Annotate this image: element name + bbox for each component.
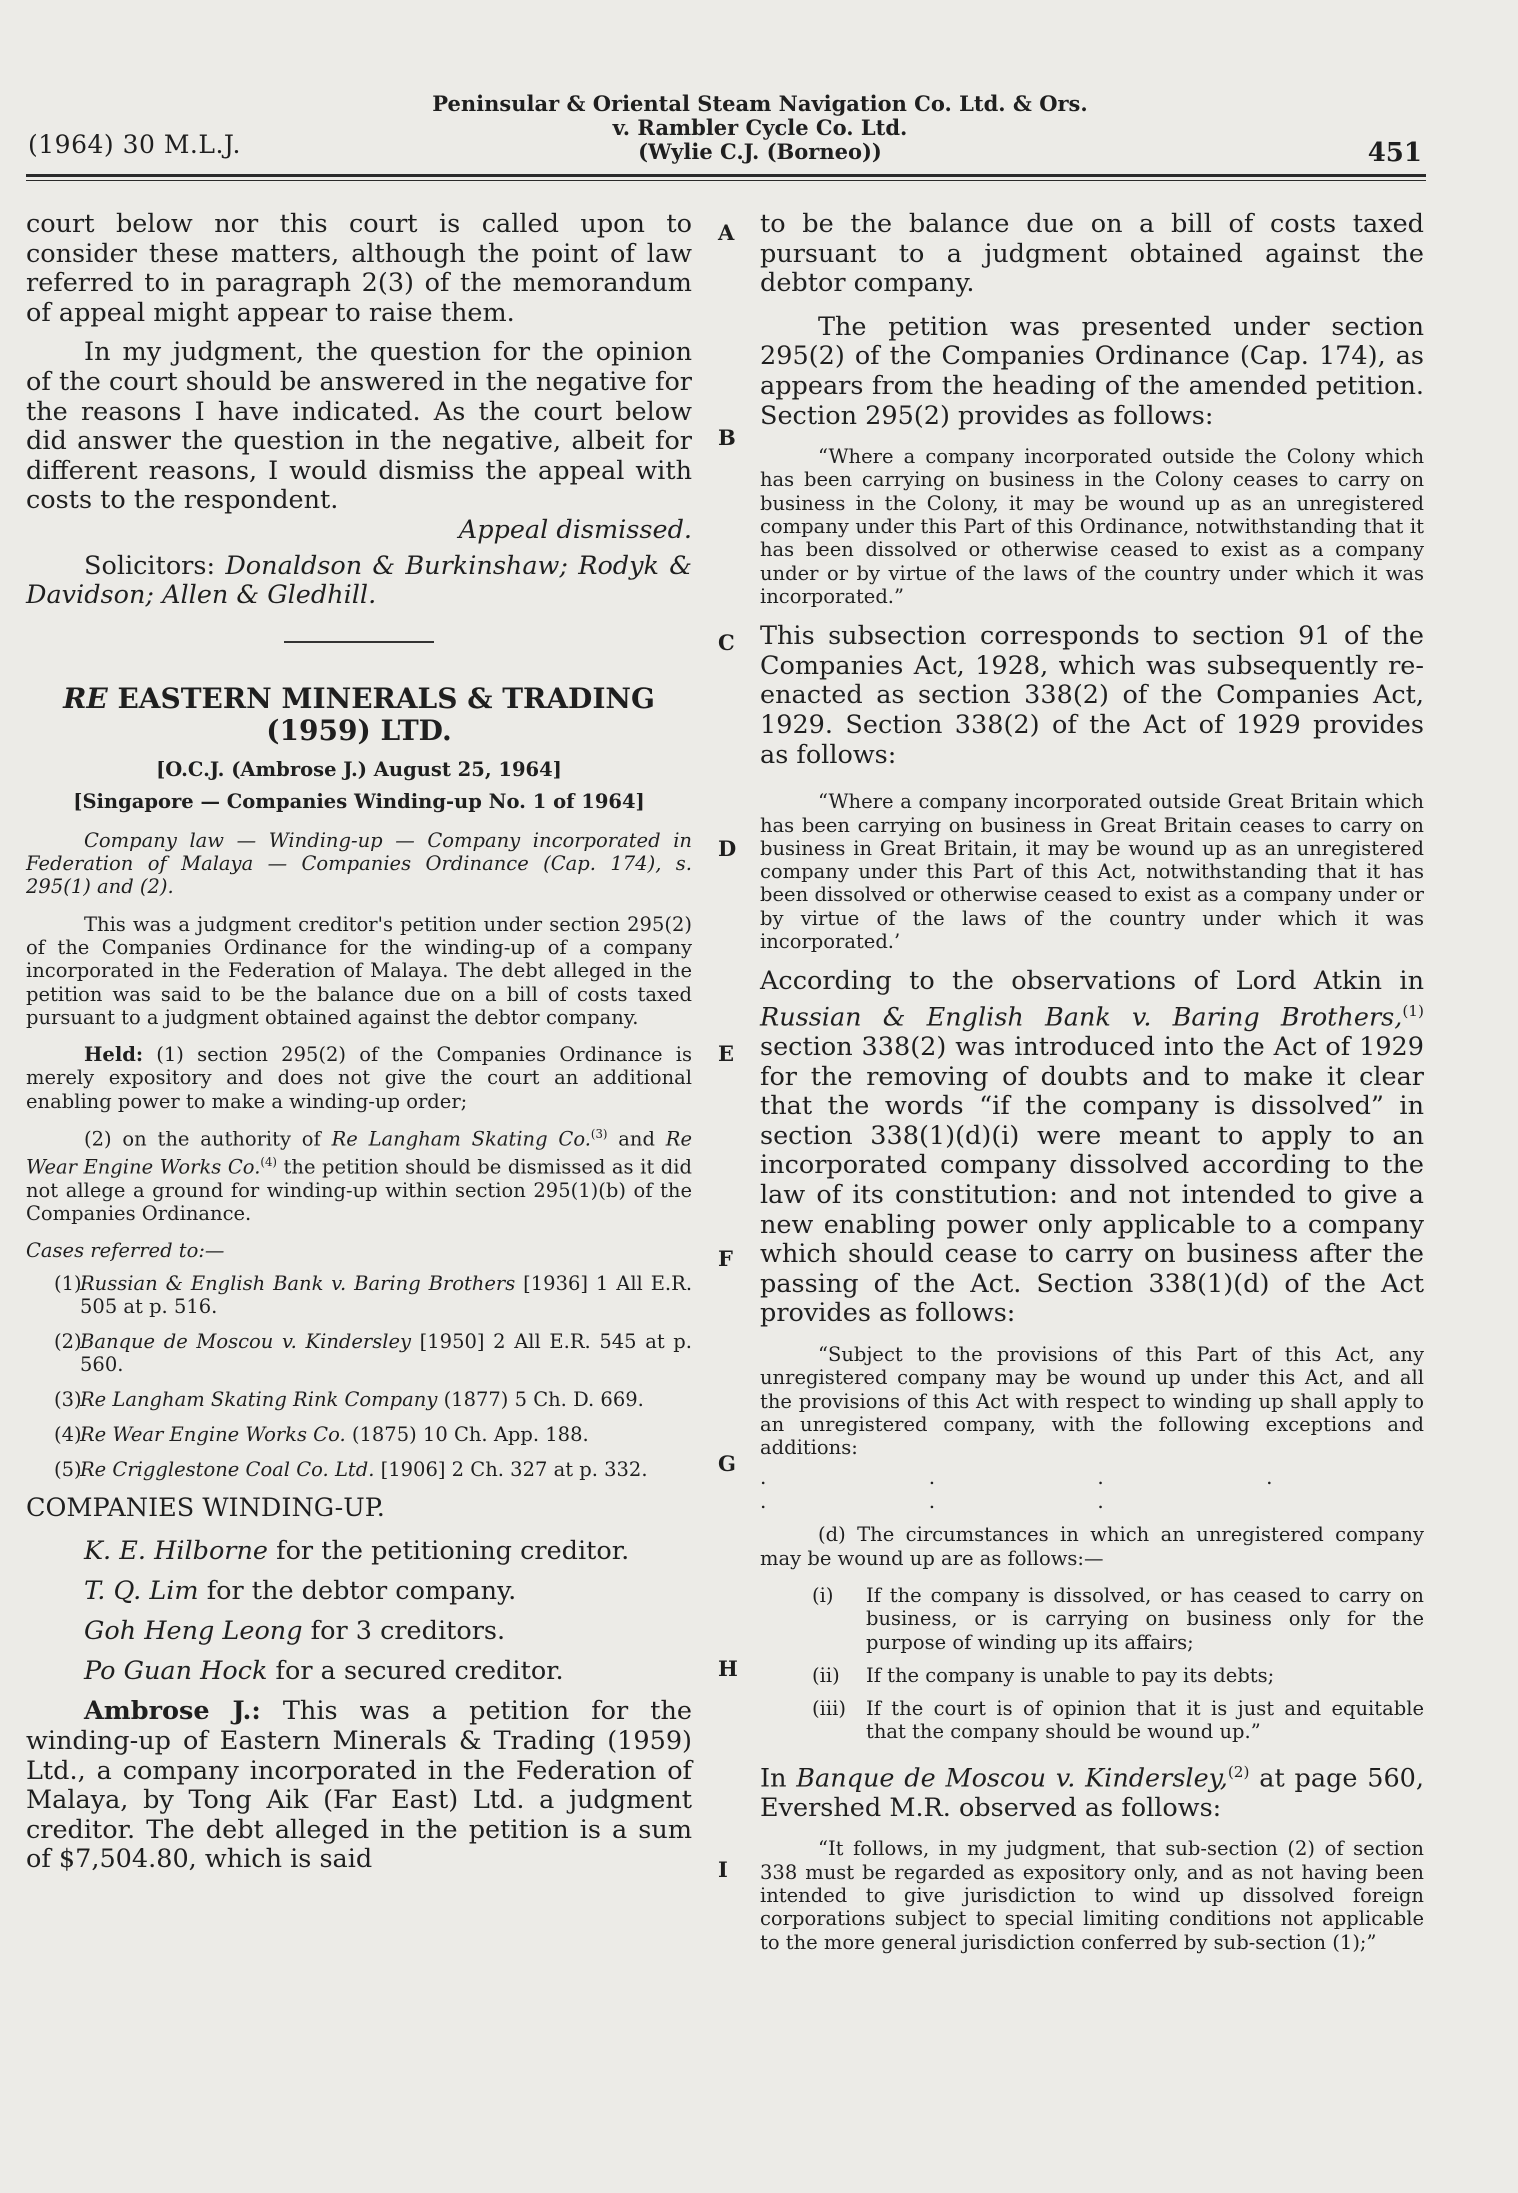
paragraph: In my judgment, the question for the opinion of the court should be answered in the negative for the reasons I have indicated. As the court below did answer the question in the negative, albeit for different reasons, I would dismiss the appeal with costs to the respondent. bbox=[26, 337, 692, 516]
counsel-role: for the debtor company. bbox=[206, 1576, 517, 1607]
case-name: Russian & English Bank v. Baring Brothers, bbox=[760, 1002, 1403, 1033]
paragraph: The petition was presented under section 295(2) of the Companies Ordinance (Cap. 174), as appears from the heading of the amended petition. Section 295(2) provides as follows: bbox=[760, 311, 1424, 431]
counsel-name: Po Guan Hock bbox=[84, 1656, 268, 1687]
headnote: This was a judgment creditor's petition under section 295(2) of the Companies Ordinance for the winding-up of a company incorporated in the Federation of Malaya. The debt alleged in the petition was said to be the balance due on a bill of costs taxed pursuant to a judgment obtained against the debtor company. bbox=[26, 912, 692, 1029]
quotation-item-d: (d) The circumstances in which an unregistered company may be wound up are as follows:— bbox=[760, 1523, 1424, 1570]
counsel-name: K. E. Hilborne bbox=[84, 1536, 269, 1567]
paragraph-text: In bbox=[760, 1763, 787, 1794]
counsel-line bbox=[26, 1611, 692, 1651]
case-citation: (1877) 5 Ch. D. 669. bbox=[443, 1388, 644, 1412]
case-number-line: [Singapore — Companies Winding-up No. 1 of 1964] bbox=[73, 789, 645, 813]
case-name: Re Crigglestone Coal Co. Ltd. bbox=[80, 1458, 375, 1482]
margin-letter-c: C bbox=[718, 630, 735, 655]
margin-letter-f: F bbox=[718, 1246, 733, 1271]
judge-label: Ambrose J.: bbox=[84, 1696, 261, 1727]
held-1-text: (1) section 295(2) of the Companies Ordinance is merely expository and does not give the court an additional enabling power to make a winding-up order; bbox=[26, 1043, 692, 1113]
report-citation: (1964) 30 M.L.J. bbox=[28, 130, 241, 159]
cases-label: Cases referred to:— bbox=[26, 1239, 225, 1263]
paragraph bbox=[760, 967, 1424, 1329]
page-number: 451 bbox=[1367, 138, 1422, 168]
margin-letter-a: A bbox=[718, 220, 735, 245]
case-name: Banque de Moscou v. Kindersley, bbox=[796, 1763, 1228, 1794]
sub-item-number: (i) bbox=[812, 1583, 834, 1607]
solicitors-label: Solicitors: bbox=[84, 550, 216, 581]
margin-letter-d: D bbox=[718, 836, 737, 861]
case-title-text: EASTERN MINERALS & TRADING (1959) LTD. bbox=[117, 681, 655, 747]
counsel-line bbox=[26, 1571, 692, 1611]
case-item bbox=[26, 1272, 692, 1318]
counsel-line bbox=[26, 1531, 692, 1571]
held-2-text: and bbox=[618, 1127, 655, 1151]
running-head-line-1: Peninsular & Oriental Steam Navigation Co. Ltd. & Ors. bbox=[432, 91, 1088, 116]
case-number: (3) bbox=[54, 1388, 82, 1412]
sub-item-text: If the company is unable to pay its debts; bbox=[866, 1663, 1275, 1687]
case-title bbox=[26, 683, 692, 747]
judgment-opening bbox=[26, 1697, 692, 1875]
quotation: “Where a company incorporated outside Great Britain which has been carrying on business in Great Britain ceases to carry on business in Great Britain, it may be wound up as an unregistered company under this Part of this Act, notwithstanding that it has been dissolved or otherwise ceased to exist as a company under or by virtue of the laws of the country under which it was incorporated.’ bbox=[760, 790, 1424, 953]
sub-item bbox=[760, 1664, 1424, 1687]
catchwords: Company law — Winding-up — Company incorporated in Federation of Malaya — Companies Ordinance (Cap. 174), s. 295(1) and (2). bbox=[26, 828, 692, 899]
margin-letter-b: B bbox=[718, 425, 736, 450]
ellipsis-dots: . . . . . . . bbox=[760, 1465, 1351, 1514]
sub-item-number: (ii) bbox=[812, 1663, 840, 1687]
case-title-prefix: RE bbox=[63, 681, 108, 715]
case-item bbox=[26, 1458, 692, 1481]
running-head-line-2: v. Rambler Cycle Co. Ltd. bbox=[612, 115, 908, 140]
paragraph: to be the balance due on a bill of costs taxed pursuant to a judgment obtained against the debtor company. bbox=[760, 209, 1424, 299]
case-item bbox=[26, 1388, 692, 1411]
footnote-ref: (2) bbox=[1227, 1762, 1250, 1781]
quotation: “Subject to the provisions of this Part of this Act, any unregistered company may be wound up under this Act, and all the provisions of this Act with respect to winding up shall apply to an unregistered company, with the following exceptions and additions: bbox=[760, 1342, 1424, 1460]
running-head-line-3: (Wylie C.J. (Borneo)) bbox=[638, 139, 882, 164]
counsel-role: for a secured creditor. bbox=[275, 1656, 564, 1687]
margin-letter-i: I bbox=[718, 1857, 728, 1882]
held-2 bbox=[26, 1123, 692, 1225]
quotation: “Where a company incorporated outside the Colony which has been carrying on business in the Colony ceases to carry on business in the Colony, it may be wound up as an unregistered company under this Part of this Ordinance, notwithstanding that it has been dissolved or otherwise ceased to exist as a company under or by virtue of the laws of the country under which it was incorporated.” bbox=[760, 445, 1424, 608]
footnote-ref: (1) bbox=[1402, 1001, 1424, 1020]
appeal-dismissed: Appeal dismissed. bbox=[458, 514, 692, 545]
case-name: Re Wear Engine Works Co. bbox=[80, 1423, 346, 1447]
footnote-ref: (4) bbox=[260, 1154, 277, 1169]
paragraph: This subsection corresponds to section 91 of the Companies Act, 1928, which was subsequently re-enacted as section 338(2) of the Companies Act, 1929. Section 338(2) of the Act of 1929 provides as follows: bbox=[760, 621, 1424, 770]
counsel-role: for 3 creditors. bbox=[310, 1616, 506, 1647]
sub-item bbox=[760, 1584, 1424, 1654]
paragraph-text: section 338(2) was introduced into the Act of 1929 for the removing of doubts and to make it clear that the words “if the company is dissolved” in section 338(1)(d)(i) were meant to apply to an incorporated company dissolved according to the law of its constitution: and not intended to give a new enabling power only applicable to a company which should cease to carry on business after the passing of the Act. Section 338(1)(d) of the Act provides as follows: bbox=[760, 1031, 1424, 1329]
margin-letter-g: G bbox=[718, 1451, 736, 1476]
held-2-case: Re Langham Skating Co. bbox=[331, 1127, 591, 1151]
proceeding-label: COMPANIES WINDING-UP. bbox=[26, 1493, 385, 1524]
paragraph bbox=[760, 1758, 1424, 1824]
case-number: (2) bbox=[54, 1330, 82, 1354]
held-2-text: the petition should be dismissed as it did not allege a ground for winding-up within section 295(1)(b) of the Companies Ordinance. bbox=[26, 1155, 692, 1225]
margin-letter-h: H bbox=[718, 1656, 738, 1681]
counsel-line bbox=[26, 1651, 692, 1691]
header-rule bbox=[26, 174, 1426, 177]
case-citation: [1936] 1 All E.R. 505 at p. 516. bbox=[80, 1272, 693, 1319]
sub-item-text: If the company is dissolved, or has ceased to carry on business, or is carrying on business only for the purpose of winding up its affairs; bbox=[866, 1583, 1424, 1654]
case-citation: [1906] 2 Ch. 327 at p. 332. bbox=[380, 1458, 648, 1482]
cases-list bbox=[26, 1272, 692, 1481]
case-citation: (1875) 10 Ch. App. 188. bbox=[351, 1423, 589, 1447]
case-number: (4) bbox=[54, 1423, 82, 1447]
solicitors bbox=[26, 552, 692, 611]
section-divider bbox=[284, 641, 434, 643]
case-number: (5) bbox=[54, 1458, 82, 1482]
held-2-case: Re Wear Engine Works Co. bbox=[26, 1127, 693, 1179]
case-item bbox=[26, 1423, 692, 1446]
footnote-ref: (3) bbox=[590, 1126, 608, 1141]
sub-item bbox=[760, 1697, 1424, 1744]
paragraph: court below nor this court is called upon to consider these matters, although the point of law referred to in paragraph 2(3) of the memorandum of appeal might appear to raise them. bbox=[26, 209, 692, 328]
solicitors-names: Donaldson & Burkinshaw; Rodyk & Davidson; Allen & Gledhill. bbox=[26, 550, 692, 611]
counsel-role: for the petitioning creditor. bbox=[276, 1536, 630, 1567]
left-column bbox=[26, 210, 692, 1875]
counsel-name: Goh Heng Leong bbox=[84, 1616, 303, 1647]
sub-item-number: (iii) bbox=[812, 1697, 846, 1721]
paragraph-text: According to the observations of Lord Atkin in bbox=[760, 966, 1424, 997]
quotation: “It follows, in my judgment, that sub-section (2) of section 338 must be regarded as expository only, and as not having been intended to give jurisdiction to wind up dissolved foreign corporations subject to special limiting conditions not applicable to the more general jurisdiction conferred by sub-section (1);” bbox=[760, 1837, 1424, 1954]
held-2-text: (2) on the authority of bbox=[84, 1127, 321, 1151]
header-rule-thin bbox=[26, 180, 1426, 181]
running-head bbox=[330, 92, 1190, 164]
sub-item-text: If the court is of opinion that it is just and equitable that the company should be wound up.” bbox=[866, 1697, 1424, 1744]
case-item bbox=[26, 1330, 692, 1376]
held-label: Held: bbox=[84, 1043, 144, 1067]
margin-letter-e: E bbox=[718, 1041, 735, 1066]
counsel-name: T. Q. Lim bbox=[84, 1576, 199, 1607]
case-name: Re Langham Skating Rink Company bbox=[80, 1388, 438, 1412]
judgment-text: This was a petition for the winding-up of Eastern Minerals & Trading (1959) Ltd., a company incorporated in the Federation of Malaya, by Tong Aik (Far East) Ltd. a judgment creditor. The debt alleged in the petition is a sum of $7,504.80, which is said bbox=[26, 1696, 693, 1875]
held-1 bbox=[26, 1043, 692, 1113]
right-column bbox=[760, 210, 1424, 1954]
case-number: (1) bbox=[54, 1272, 82, 1296]
court-line: [O.C.J. (Ambrose J.) August 25, 1964] bbox=[156, 757, 562, 781]
case-name: Russian & English Bank v. Baring Brothers bbox=[80, 1272, 516, 1296]
case-name: Banque de Moscou v. Kindersley bbox=[80, 1330, 412, 1354]
paragraph-text: at page 560, Evershed M.R. observed as follows: bbox=[760, 1763, 1424, 1823]
case-citation: [1950] 2 All E.R. 545 at p. 560. bbox=[80, 1330, 692, 1377]
